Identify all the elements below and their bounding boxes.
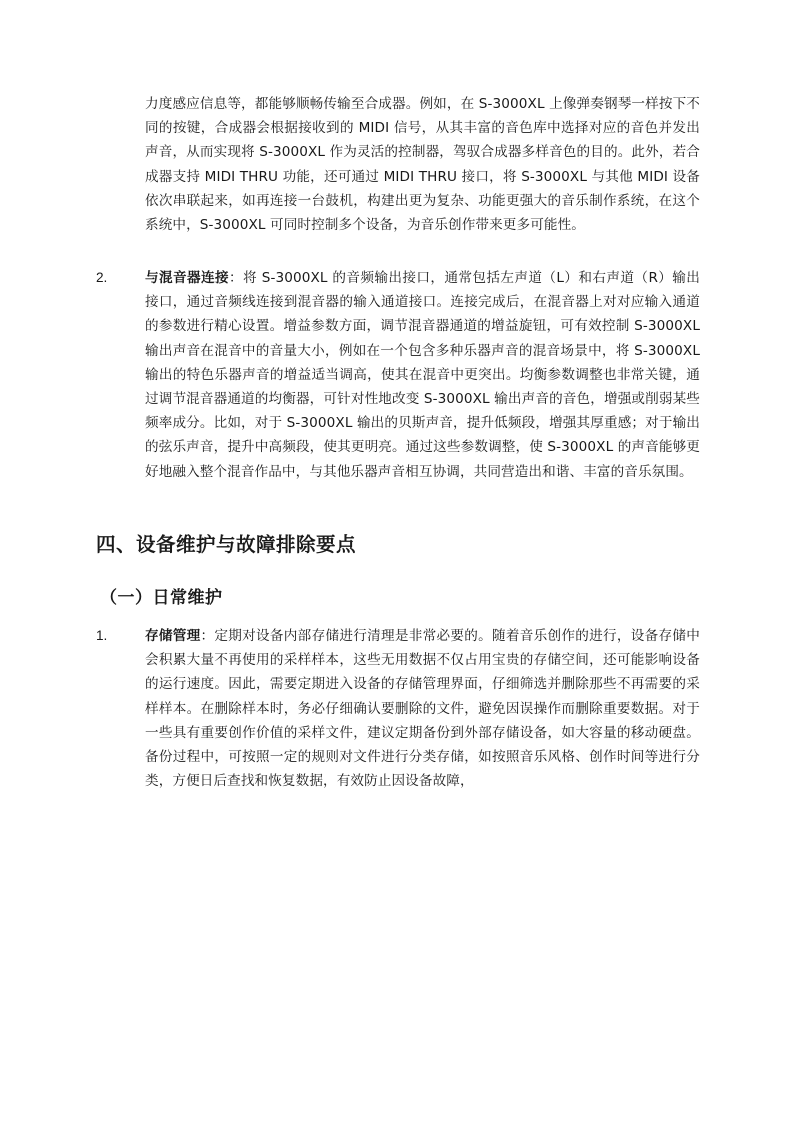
list-item-number: 2. (96, 270, 108, 285)
continued-paragraph: 力度感应信息等，都能够顺畅传输至合成器。例如，在 S-3000XL 上像弹奏钢琴一样按下不同的按键，合成器会根据接收到的 MIDI 信号，从其丰富的音色库中选择对应的音色并发出声音，从而实现将 S-3000XL 作为灵活的控制器，驾驭合成器多样音色的目的。此外，若合成器支持 MIDI THRU 功能，还可通过 MIDI THRU 接口，将 S-3000XL 与其他 MIDI 设备依次串联起来，如再连接一台鼓机，构建出更为复杂、功能更强大的音乐制作系统，在这个系统中，S-3000XL 可同时控制多个设备，为音乐创作带来更多可能性。 (145, 96, 700, 234)
list-item-term: 存储管理 (145, 628, 201, 644)
list-item-text: ：定期对设备内部存储进行清理是非常必要的。随着音乐创作的进行，设备存储中会积累大量不再使用的采样样本，这些无用数据不仅占用宝贵的存储空间，还可能影响设备的运行速度。因此，需要定期进入设备的存储管理界面，仔细筛选并删除那些不再需要的采样样本。在删除样本时，务必仔细确认要删除的文件，避免因误操作而删除重要数据。对于一些具有重要创作价值的采样文件，建议定期备份到外部存储设备，如大容量的移动硬盘。备份过程中，可按照一定的规则对文件进行分类存储，如按照音乐风格、创作时间等进行分类，方便日后查找和恢复数据，有效防止因设备故障， (145, 628, 700, 790)
list-item-term: 与混音器连接 (145, 270, 230, 286)
list-item-body (145, 266, 700, 484)
list-item-number: 1. (96, 628, 108, 643)
list-item-text: ：将 S-3000XL 的音频输出接口，通常包括左声道（L）和右声道（R）输出接口，通过音频线连接到混音器的输入通道接口。连接完成后，在混音器上对对应输入通道的参数进行精心设置。增益参数方面，调节混音器通道的增益旋钮，可有效控制 S-3000XL 输出声音在混音中的音量大小，例如在一个包含多种乐器声音的混音场景中，将 S-3000XL 输出的特色乐器声音的增益适当调高，使其在混音中更突出。均衡参数调整也非常关键，通过调节混音器通道的均衡器，可针对性地改变 S-3000XL 输出声音的音色，增强或削弱某些频率成分。比如，对于 S-3000XL 输出的贝斯声音，提升低频段，增强其厚重感；对于输出的弦乐声音，提升中高频段，使其更明亮。通过这些参数调整，使 S-3000XL 的声音能够更好地融入整个混音作品中，与其他乐器声音相互协调，共同营造出和谐、丰富的音乐氛围。 (145, 270, 701, 480)
subsection-heading: （一）日常维护 (100, 588, 223, 608)
section-heading: 四、设备维护与故障排除要点 (96, 533, 357, 556)
list-item-body (145, 624, 700, 793)
